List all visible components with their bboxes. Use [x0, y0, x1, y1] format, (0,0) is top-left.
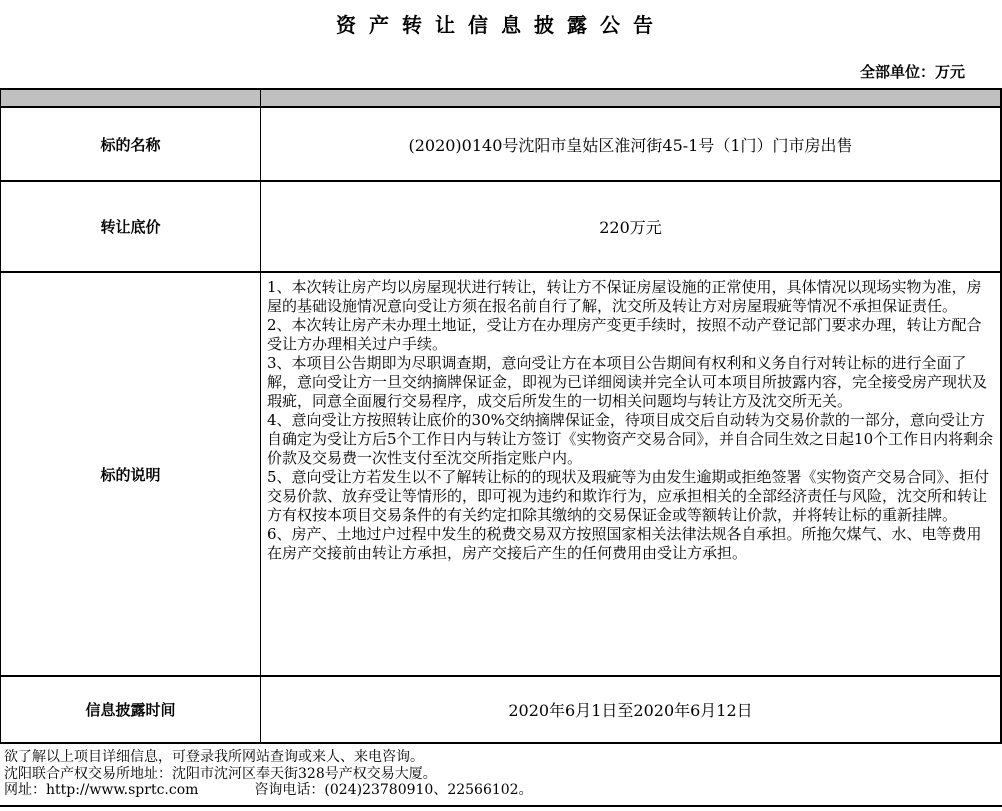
table-row-base-price: [1, 182, 1000, 273]
table-row-subject-name: [1, 108, 1000, 182]
base-price-label: 转让底价: [1, 182, 261, 271]
footer-address-line: 沈阳联合产权交易所地址：沈阳市沈河区奉天街328号产权交易大厦。: [4, 765, 437, 782]
description-paragraph-4: 4、意向受让方按照转让底价的30%交纳摘牌保证金，待项目成交后自动转为交易价款的一部分，意向受让方自确定为受让方后5个工作日内与转让方签订《实物资产交易合同》，并自合同生效之日起10个工作日内将剩余价款及交易费一次性支付至沈交所指定账户内。: [267, 411, 994, 467]
table-row-disclosure-period: [1, 677, 1000, 744]
table-row-subject-description: [1, 273, 1000, 677]
page-title: 资产转让信息披露公告: [336, 13, 666, 37]
footer-phone: 咨询电话：(024)23780910、22566102。: [254, 782, 533, 798]
footer-info-line: 欲了解以上项目详细信息，可登录我所网站查询或来人、来电咨询。: [4, 749, 424, 765]
description-paragraph-6: 6、房产、土地过户过程中发生的税费交易双方按照国家相关法律法规各自承担。所拖欠煤气、水、电等费用在房产交接前由转让方承担，房产交接后产生的任何费用由受让方承担。: [267, 525, 982, 562]
disclosure-period-label: 信息披露时间: [1, 677, 261, 742]
subject-name-value: (2020)0140号沈阳市皇姑区淮河街45-1号（1门）门市房出售: [408, 135, 853, 155]
subject-description-value: [261, 273, 1000, 675]
disclosure-period-value: 2020年6月1日至2020年6月12日: [508, 701, 753, 720]
header-label-cell: [1, 90, 261, 106]
unit-note: 全部单位：万元: [859, 63, 965, 81]
subject-name-label: 标的名称: [1, 108, 261, 180]
bottom-divider: [0, 805, 1002, 807]
footer-contact-line: [4, 782, 998, 799]
subject-description-label: 标的说明: [1, 273, 261, 675]
footer-website: 网址：http://www.sprtc.com: [4, 782, 199, 798]
description-paragraph-3: 3、本项目公告期即为尽职调查期，意向受让方在本项目公告期间有权利和义务自行对转让标的进行全面了解，意向受让方一旦交纳摘牌保证金，即视为已详细阅读并完全认可本项目所披露内容，完全接受房产现状及瑕疵，同意全面履行交易程序，成交后所发生的一切相关问题均与转让方及沈交所无关。: [267, 354, 988, 410]
description-paragraph-1: 1、本次转让房产均以房屋现状进行转让，转让方不保证房屋设施的正常使用，具体情况以现场实物为准，房屋的基础设施情况意向受让方须在报名前自行了解，沈交所及转让方对房屋瑕疵等情况不承担保证责任。: [267, 278, 982, 315]
description-paragraph-5: 5、意向受让方若发生以不了解转让标的的现状及瑕疵等为由发生逾期或拒绝签署《实物资产交易合同》、拒付交易价款、放弃受让等情形的，即可视为违约和欺诈行为，应承担相关的全部经济责任与风险，沈交所和转让方有权按本项目交易条件的有关约定扣除其缴纳的交易保证金或等额转让价款，并将转让标的重新挂牌。: [267, 468, 990, 524]
table-header-row: [1, 90, 1000, 108]
base-price-value: 220万元: [599, 218, 662, 237]
header-value-cell: [261, 90, 1000, 106]
footer: [4, 749, 998, 799]
description-paragraph-2: 2、本次转让房产未办理土地证，受让方在办理房产变更手续时，按照不动产登记部门要求办理，转让方配合受让方办理相关过户手续。: [267, 316, 982, 353]
disclosure-table: [0, 88, 1002, 744]
